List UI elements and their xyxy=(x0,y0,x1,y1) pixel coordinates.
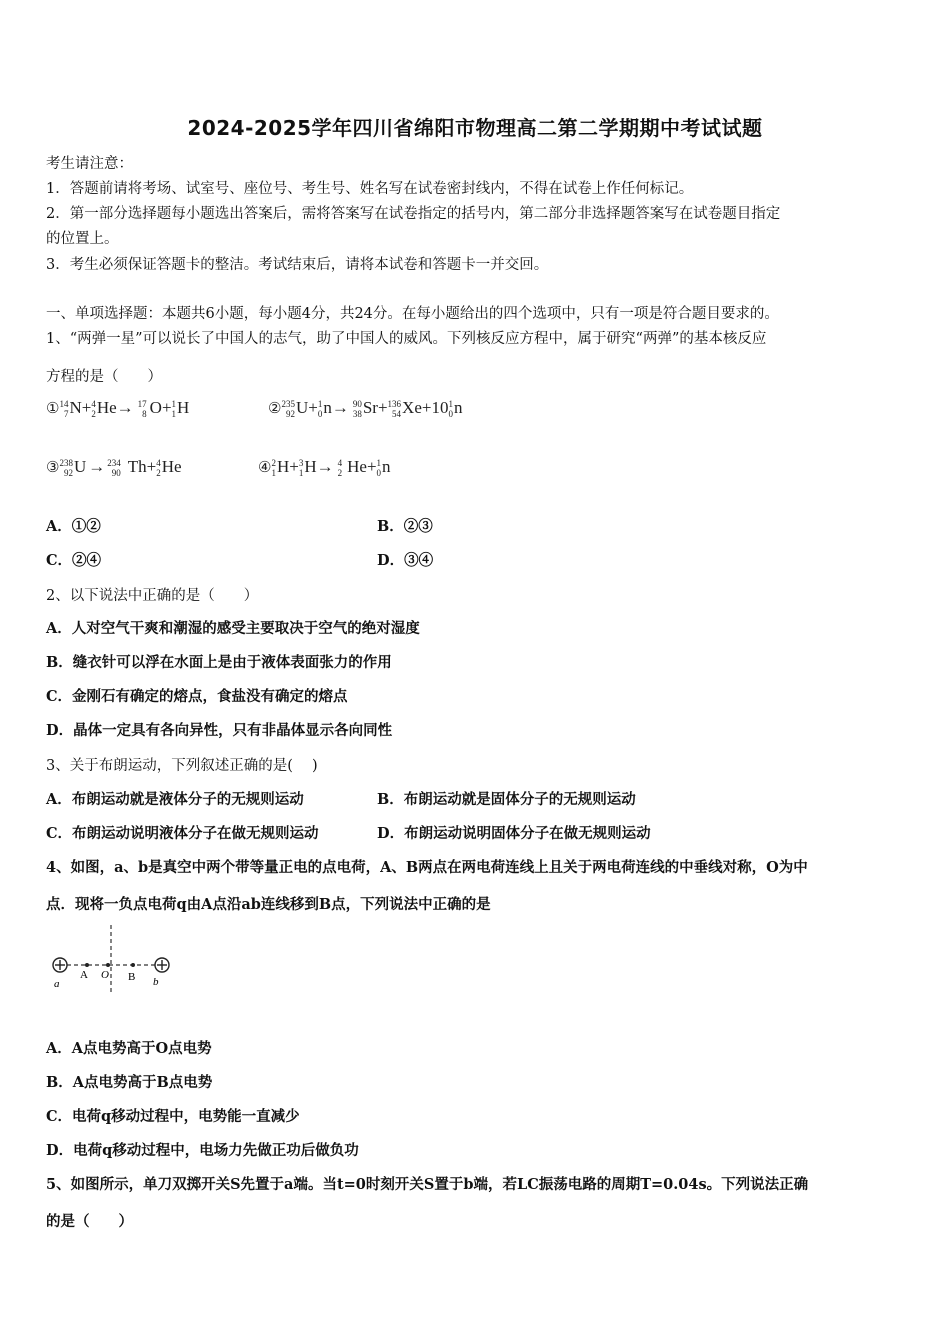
eq4-symbol-3: He xyxy=(347,457,367,476)
eq1-charge-3: 8 xyxy=(142,409,147,420)
q3-stem: 3、关于布朗运动，下列叙述正确的是( ) xyxy=(46,758,318,774)
q1-option-d[interactable]: D．③④ xyxy=(377,552,434,569)
eq2-charge-3: 38 xyxy=(352,409,362,420)
notice-item-1: 1．答题前请将考场、试室号、座位号、考生号、姓名写在试卷密封线内，不得在试卷上作任何标记。 xyxy=(46,181,694,197)
arrow-icon: → xyxy=(331,398,349,417)
eq2-mass-3: 90 xyxy=(352,399,362,410)
eq1-symbol-3: O xyxy=(149,398,162,417)
q2-option-b[interactable]: B．缝衣针可以浮在水面上是由于液体表面张力的作用 xyxy=(46,654,392,671)
q2-stem: 2、以下说法中正确的是（ ） xyxy=(46,588,259,604)
q3-option-a[interactable]: A．布朗运动就是液体分子的无规则运动 xyxy=(46,791,304,808)
eq4-charge-2: 1 xyxy=(298,468,304,479)
eq2-charge-5: 0 xyxy=(448,409,453,420)
q2-option-d[interactable]: D．晶体一定具有各向异性，只有非晶体显示各向同性 xyxy=(46,722,393,739)
eq1-charge-4: 1 xyxy=(171,409,177,420)
eq3-charge-1: 92 xyxy=(63,468,73,479)
eq3-charge-2: 90 xyxy=(111,468,121,479)
eq1-charge-1: 7 xyxy=(63,409,69,420)
eq1-mass-4: 1 xyxy=(171,399,177,410)
eq4-charge-4: 0 xyxy=(376,468,382,479)
arrow-icon: → xyxy=(316,457,334,476)
eq2-mass-5: 1 xyxy=(448,399,453,410)
q5-stem-line-1: 5、如图所示，单刀双掷开关S先置于a端。当t=0时刻开关S置于b端，若LC振荡电路的周期T=0.04s。下列说法正确 xyxy=(46,1176,809,1193)
q2-option-a[interactable]: A．人对空气干爽和潮湿的感受主要取决于空气的绝对湿度 xyxy=(46,620,420,637)
eq2-mass-2: 1 xyxy=(317,399,323,410)
label-b-point: B xyxy=(128,971,136,983)
eq4-mass-3: 4 xyxy=(337,458,343,469)
eq4-mass-2: 3 xyxy=(298,458,304,469)
q4-stem-line-1: 4、如图，a、b是真空中两个带等量正电的点电荷，A、B两点在两电荷连线上且关于两电荷连线的中垂线对称，O为中 xyxy=(46,859,808,876)
notice-item-3: 3．考生必须保证答题卡的整洁。考试结束后，请将本试卷和答题卡一并交回。 xyxy=(46,257,549,273)
q2-option-c[interactable]: C．金刚石有确定的熔点，食盐没有确定的熔点 xyxy=(46,688,348,705)
eq3-mass-2: 234 xyxy=(107,458,121,469)
arrow-icon: → xyxy=(116,398,134,417)
q4-option-a[interactable]: A．A点电势高于O点电势 xyxy=(46,1040,212,1057)
q4-charge-diagram xyxy=(46,925,186,995)
arrow-icon: → xyxy=(88,457,106,476)
eq4-symbol-2: H xyxy=(304,457,317,476)
eq2-symbol-2: n xyxy=(323,398,332,417)
plus-sign: + xyxy=(308,398,318,417)
q1-option-c[interactable]: C．②④ xyxy=(46,552,102,569)
eq3-symbol-1: U xyxy=(73,457,87,476)
notice-item-2-cont: 的位置上。 xyxy=(46,231,119,247)
eq1-mass-3: 17 xyxy=(137,399,147,410)
notice-heading: 考生请注意： xyxy=(46,156,133,172)
page-title: 2024-2025学年四川省绵阳市物理高二第二学期期中考试试题 xyxy=(187,116,763,140)
eq3-mass-1: 238 xyxy=(59,458,73,469)
point-a-dot xyxy=(85,963,89,967)
eq2-marker: ② xyxy=(268,401,282,417)
point-o-dot xyxy=(106,963,110,967)
eq3-symbol-3: He xyxy=(161,457,182,476)
eq2-charge-4: 54 xyxy=(392,409,402,420)
eq1-charge-2: 2 xyxy=(91,409,96,420)
eq4-mass-4: 1 xyxy=(376,458,382,469)
plus-sign: + xyxy=(366,457,377,476)
eq2-charge-1: 92 xyxy=(285,409,295,420)
eq1-symbol-4: H xyxy=(177,398,190,417)
q3-option-c[interactable]: C．布朗运动说明液体分子在做无规则运动 xyxy=(46,825,319,842)
eq2-mass-1: 235 xyxy=(281,399,295,410)
label-o-point: O xyxy=(101,969,109,981)
eq4-mass-1: 2 xyxy=(271,458,276,469)
q1-option-a[interactable]: A．①② xyxy=(46,518,101,535)
label-a-small: a xyxy=(54,978,60,990)
plus-sign: + xyxy=(146,457,157,476)
charge-b-plus-icon xyxy=(155,958,169,972)
q3-option-b[interactable]: B．布朗运动就是固体分子的无规则运动 xyxy=(377,791,636,808)
q4-option-c[interactable]: C．电荷q移动过程中，电势能一直减少 xyxy=(46,1108,300,1125)
eq1-symbol-2: He xyxy=(96,398,117,417)
eq1-mass-2: 4 xyxy=(91,399,96,410)
plus-sign: + xyxy=(421,398,432,417)
eq2-symbol-4: Xe xyxy=(402,398,422,417)
eq4-symbol-1: H xyxy=(276,457,290,476)
eq2-charge-2: 0 xyxy=(317,409,323,420)
label-b-small: b xyxy=(153,976,159,988)
equation-2 xyxy=(268,398,462,419)
eq4-charge-3: 2 xyxy=(337,468,343,479)
q1-option-b[interactable]: B．②③ xyxy=(377,518,433,535)
label-a-point: A xyxy=(80,969,88,981)
eq2-symbol-3: Sr xyxy=(362,398,378,417)
eq2-symbol-1: U xyxy=(295,398,309,417)
q1-stem-line-1: 1、“两弹一星”可以说长了中国人的志气，助了中国人的威风。下列核反应方程中，属于研究“两弹”的基本核反应 xyxy=(46,331,767,347)
eq1-symbol-1: N xyxy=(69,398,82,417)
equation-1 xyxy=(46,398,189,419)
q4-option-b[interactable]: B．A点电势高于B点电势 xyxy=(46,1074,213,1091)
notice-item-2: 2．第一部分选择题每小题选出答案后，需将答案写在试卷指定的括号内，第二部分非选择题答案写在试卷题目指定 xyxy=(46,206,781,222)
q4-stem-line-2: 点．现将一负点电荷q由A点沿ab连线移到B点，下列说法中正确的是 xyxy=(46,896,491,913)
section-1-heading: 一、单项选择题：本题共6小题，每小题4分，共24分。在每小题给出的四个选项中，只有一项是符合题目要求的。 xyxy=(46,306,779,322)
plus-sign: + xyxy=(161,398,172,417)
eq4-charge-1: 1 xyxy=(271,468,276,479)
equation-3 xyxy=(46,457,182,478)
eq2-mass-4: 136 xyxy=(387,399,402,410)
eq2-coefficient: 10 xyxy=(431,398,449,417)
q1-stem-line-2: 方程的是（ ） xyxy=(46,369,162,385)
eq3-marker: ③ xyxy=(46,460,60,476)
q3-option-d[interactable]: D．布朗运动说明固体分子在做无规则运动 xyxy=(377,825,651,842)
q4-option-d[interactable]: D．电荷q移动过程中，电场力先做正功后做负功 xyxy=(46,1142,359,1159)
eq2-symbol-5: n xyxy=(453,398,463,417)
q5-stem-line-2: 的是（ ） xyxy=(46,1213,133,1230)
plus-sign: + xyxy=(289,457,299,476)
equation-4 xyxy=(258,457,391,478)
eq1-marker: ① xyxy=(46,401,60,417)
plus-sign: + xyxy=(81,398,92,417)
eq3-charge-3: 2 xyxy=(156,468,161,479)
charge-a-plus-icon xyxy=(53,958,67,972)
eq4-symbol-4: n xyxy=(382,457,391,476)
eq1-mass-1: 14 xyxy=(59,399,69,410)
point-b-dot xyxy=(131,963,135,967)
eq3-mass-3: 4 xyxy=(156,458,161,469)
eq4-marker: ④ xyxy=(258,460,272,476)
plus-sign: + xyxy=(377,398,388,417)
eq3-symbol-2: Th xyxy=(127,457,147,476)
